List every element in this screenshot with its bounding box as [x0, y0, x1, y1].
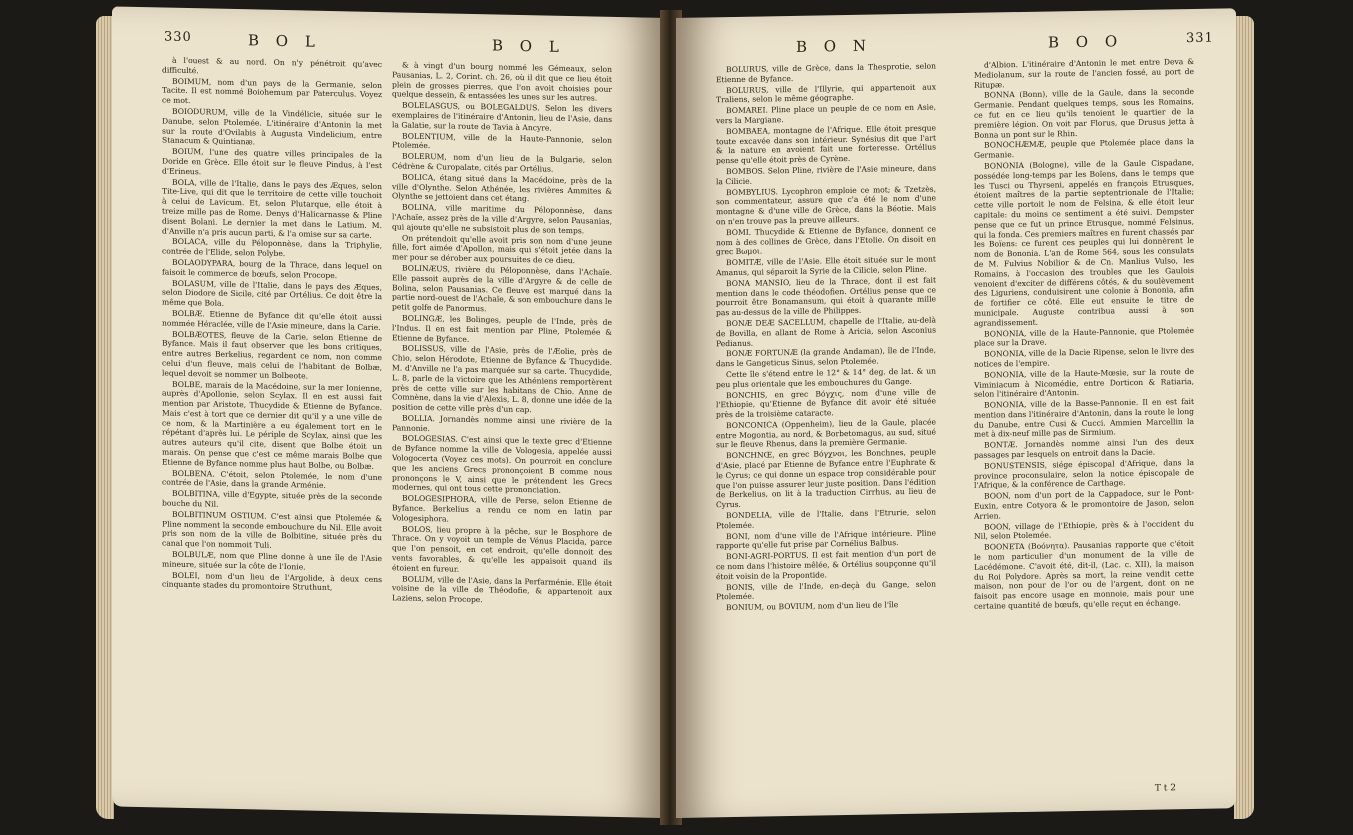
left-page-number: 330	[164, 29, 192, 46]
dictionary-entry: BOLICA, étang situé dans la Macédoine, près de la ville d'Olynthe. Selon Athénée, les rivières Ammites & Olynthe se jettoient dans cet étang.	[392, 172, 612, 204]
right-page-number: 331	[1186, 30, 1214, 47]
dictionary-entry: BOMBAEA, montagne de l'Afrique. Elle étoit presque toute excavée dans son intérieur. Synésius dit que l'art & la nature en avoient fait une forteresse. Ortélius pense qu'elle étoit près de Cyrène.	[716, 123, 936, 166]
right-running-head-2: B O O	[1048, 32, 1124, 52]
dictionary-entry: & à vingt d'un bourg nommé les Gémeaux, selon Pausanias, L. 2, Corint. ch. 26, où il dit que ce lieu étoit plein de grosses pierres, que l'on avoit choisies pour quelque dessein, & entassées les unes sur les autres.	[392, 60, 612, 103]
dictionary-entry: BOLAODYPARA, bourg de la Thrace, dans lequel on faisoit le commerce de bœufs, selon Procope.	[162, 257, 382, 280]
dictionary-entry: BOLBE, marais de la Macédoine, sur la mer Ionienne, auprès d'Apollonie, selon Scylax. Il en est aussi fait mention par Aristote, Thucydide & Etienne de Byfance. Mais c'est à tort que ce dernier dit qu'il y a une ville de ce nom, & la Martinière a eu également tort en le répétant d'après lui. Le périple de Scylax, ainsi que les autres auteurs qu'il cite, disent que Bolbe étoit un marais. On pense que c'est ce même marais Bolbe que Etienne de Byfance nomme plus haut Bolbe, ou Bolbæ.	[162, 379, 382, 471]
dictionary-entry: BOLINÆUS, rivière du Péloponnèse, dans l'Achaïe. Elle passoit auprès de la ville d'Argyre & de celle de Bolina, selon Pausanias. Ce fleuve est marqué dans la partie nord-ouest de l'Achaïe, & son embouchure dans le petit golfe de Panormus.	[392, 263, 612, 314]
dictionary-entry: d'Albion. L'itinéraire d'Antonin le met entre Deva & Mediolanum, sur la route de l'ancien fossé, au port de Ritupæ.	[974, 56, 1194, 90]
dictionary-entry: BOLEI, nom d'un lieu de l'Argolide, à deux cens cinquante stades du promontoire Struthunt,	[162, 570, 382, 593]
dictionary-entry: BOLBULÆ, nom que Pline donne à une île de l'Asie mineure, située sur la côte de l'Ionie.	[162, 549, 382, 572]
dictionary-entry: BONNA (Bonn), ville de la Gaule, dans la seconde Germanie. Pendant quelques temps, sous les Romains, ce fut en ce lieu qu'ils tenoient le quartier de la première légion. On voit par Florus, que Drusus jetta à Bonna un pont sur le Rhin.	[974, 87, 1194, 140]
dictionary-entry: BOIODURUM, ville de la Vindélicie, située sur le Danube, selon Ptolemée. L'itinéraire d'Antonin la met sur la route d'Ovilabis à Augusta Vindelicium, entre Stanacum & Quintianæ.	[162, 106, 382, 147]
dictionary-entry: BOLACA, ville du Péloponnèse, dans la Triphylie, contrée de l'Elide, selon Polybe.	[162, 237, 382, 259]
left-running-head-1: B O L	[248, 31, 321, 51]
dictionary-entry: BONCHIS, en grec Βόγχις, nom d'une ville de l'Ethiopie, qu'Etienne de Byfance dit avoir été située près de la troisième cataracte.	[716, 386, 936, 420]
dictionary-entry: BOLLIA. Jornandès nomme ainsi une rivière de la Pannonie.	[392, 413, 612, 433]
dictionary-entry: BONOCHÆMÆ, peuple que Ptolemée place dans la Germanie.	[974, 137, 1194, 160]
left-column-2	[392, 60, 612, 795]
dictionary-entry: BONONIA, ville de la Haute-Pannonie, que Ptolemée place sur la Drave.	[974, 325, 1194, 349]
dictionary-entry: BONONIA, ville de la Haute-Mœsie, sur la route de Viminiacum à Nicomédie, entre Dorticon & Ratiaria, selon l'itinéraire d'Antonin.	[974, 366, 1194, 400]
dictionary-entry: BOMBOS. Selon Pline, rivière de l'Asie mineure, dans la Cilicie.	[716, 163, 936, 187]
left-column-1	[162, 55, 382, 790]
dictionary-entry: BONIS, ville de l'Inde, en-deçà du Gange, selon Ptolemée.	[716, 579, 936, 602]
dictionary-entry: BOLINGÆ, les Bolinges, peuple de l'Inde, près de l'Indus. Il en est fait mention par Pline, Ptolemée & Etienne de Byfance.	[392, 313, 612, 344]
dictionary-entry: BOLISSUS, ville de l'Asie, près de l'Æolie, près de Chio, selon Hérodote, Etienne de Byfance & Thucydide. M. d'Anville ne l'a pas marquée sur sa carte. Thucydide, L. 8, parle de la victoire que les Athéniens remportèrent près de cette ville sur les habitans de Chio. Anne de Comnène, dans la vie d'Alexis, L. 8, donne une idée de la position de cette ville près d'un cap.	[392, 343, 612, 415]
dictionary-entry: BOLUM, ville de l'Asie, dans la Perfarménie. Elle étoit voisine de la ville de Théodofie, & appartenoit aux Laziens, selon Procope.	[392, 574, 612, 605]
dictionary-entry: BONA MANSIO, lieu de la Thrace, dont il est fait mention dans le code théodofien. Ortélius pense que ce pourroit être Bonamansum, qui étoit à quarante mille pas au-dessus de la ville de Philippes.	[716, 275, 936, 318]
dictionary-entry: Cette île s'étend entre le 12° & 14° deg. de lat. & un peu plus orientale que les embouchures du Gange.	[716, 366, 936, 390]
dictionary-entry: à l'ouest & au nord. On n'y pénétroit qu'avec difficulté.	[162, 55, 382, 76]
dictionary-entry: BONONIA, ville de la Dacie Ripense, selon le livre des notices de l'empire.	[974, 346, 1194, 369]
dictionary-entry: BOLERUM, nom d'un lieu de la Bulgarie, selon Cédrène & Curopalate, cités par Ortélius.	[392, 151, 612, 174]
dictionary-entry: BOLBITINA, ville d'Egypte, située près de la seconde bouche du Nil.	[162, 488, 382, 509]
right-page-edges	[1234, 16, 1254, 819]
dictionary-entry: BONONIA (Bologne), ville de la Gaule Cispadane, possédée long-temps par les Boïens, dans le temps que les Tusci ou Thyrseni, appelés en françois Etrusques, étoient maîtres de la partie septentrionale de l'Italie; cette ville portoit le nom de Felsina, & elle étoit leur capitale: du moins ce sentiment a été suivi. Dempster pense que ce fut un prince Etrusque, nommé Felsinus, qui la fonda. Ces premiers maîtres en furent chassés par les Boïens: ce furent ces peuples qui lui donnèrent le nom de Bononia. L'an de Rome 564, sous les consulats de M. Fulvius Nobilior & de Cn. Manlius Vulso, les Romains, à l'occasion des troubles que les Gaulois venoient d'exciter de différens côtés, & du soulèvement des Liguriens, conduisirent une colonie à Bononia, afin de fortifier ce côté. Elle eut ensuite le titre de municipale. Auguste contribua aussi à son agrandissement.	[974, 157, 1194, 328]
dictionary-entry: On prétendoit qu'elle avoit pris son nom d'une jeune fille, fort aimée d'Apollon, mais qui s'étoit jetée dans la mer pour se dérober aux poursuites de ce dieu.	[392, 233, 612, 266]
left-page	[112, 6, 664, 818]
dictionary-entry: BOIUM, l'une des quatre villes principales de la Doride en Grèce. Elle étoit sur le fleuve Pindus, à l'est d'Erineus.	[162, 146, 382, 177]
dictionary-entry: BOLINA, ville maritime du Péloponnèse, dans l'Achaïe, assez près de la ville d'Argyre, selon Pausanias, qui ajoute qu'elle ne subsistoit plus de son temps.	[392, 202, 612, 236]
dictionary-entry: BOON, village de l'Ethiopie, près & à l'occident du Nil, selon Ptolemée.	[974, 518, 1194, 542]
dictionary-entry: BONI, nom d'une ville de l'Afrique intérieure. Pline rapporte qu'elle fut prise par Cornélius Balbus.	[716, 528, 936, 551]
dictionary-entry: BOMBYLIUS. Lycophron emploie ce mot; & Tzetzès, son commentateur, assure que c'a été le nom d'une montagne & d'une ville de Grèce, dans la Béotie. Mais on n'en trouve pas la preuve ailleurs.	[716, 184, 936, 227]
dictionary-entry: BONCONICA (Oppenheim), lieu de la Gaule, placée entre Mogontia, au nord, & Borbetomagus, au sud, situé sur le fleuve Rhenus, dans la première Germanie.	[716, 417, 936, 450]
dictionary-entry: BOON, nom d'un port de la Cappadoce, sur le Pont-Euxin, entre Cotyora & le promontoire de Jason, selon Arrien.	[974, 488, 1194, 521]
dictionary-entry: BONUSTENSIS, siége épiscopal d'Afrique, dans la province proconsulaire, selon la notice épiscopale de l'Afrique, & la conférence de Carthage.	[974, 457, 1194, 491]
dictionary-entry: BOLBÆ. Etienne de Byfance dit qu'elle étoit aussi nommée Héraclée, ville de l'Asie mineure, dans la Carie.	[162, 308, 382, 332]
dictionary-entry: BOLURUS, ville de l'Illyrie, qui appartenoit aux Traliens, selon le même géographe.	[716, 82, 936, 105]
dictionary-entry: BOMI. Thucydide & Etienne de Byfance, donnent ce nom à des collines de Grèce, dans l'Etolie. On disoit en grec Βωμοι.	[716, 224, 936, 257]
dictionary-entry: BONCHNŒ, en grec Βόγχνοι, les Bonchnes, peuple d'Asie, placé par Etienne de Byfance entre l'Euphrate & le Cyrus; ce qui donne un espace trop considérable pour que l'on puisse assurer leur juste position. Dans l'édition de Berkelius, on lit à la traduction Cirrhus, au lieu de Cyrus.	[716, 447, 936, 510]
dictionary-entry: BONTÆ. Jornandès nomme ainsi l'un des deux passages par lesquels on entroit dans la Dacie.	[974, 437, 1194, 460]
right-column-1	[716, 61, 936, 795]
dictionary-entry: BOLBENA. C'étoit, selon Ptolemée, le nom d'une contrée de l'Asie, dans la grande Arménie.	[162, 468, 382, 491]
dictionary-entry: BOIMUM, nom d'un pays de la Germanie, selon Tacite. Il est nommé Boiohemum par Paterculus. Voyez ce mot.	[162, 76, 382, 106]
dictionary-entry: BONONIA, ville de la Basse-Pannonie. Il en est fait mention dans l'itinéraire d'Antonin, dans la route le long du Danube, entre Cusi & Cucci. Ammien Marcellin la met à dix-neuf mille pas de Sirmium.	[974, 397, 1194, 440]
right-running-head-1: B O N	[796, 36, 872, 56]
dictionary-entry: BONÆ FORTUNÆ (la grande Andaman), île de l'Inde, dans le Gangeticus Sinus, selon Ptolemée.	[716, 345, 936, 369]
right-page	[676, 8, 1236, 818]
dictionary-entry: BONÆ DEÆ SACELLUM, chapelle de l'Italie, au-delà de Bovilla, en allant de Rome à Aricia, selon Asconius Pedianus.	[716, 315, 936, 348]
right-running-header	[676, 30, 1236, 60]
dictionary-entry: BOMITÆ, ville de l'Asie. Elle étoit située sur le mont Amanus, qui séparoit la Syrie de la Cilicie, selon Pline.	[716, 254, 936, 278]
dictionary-entry: BOLOGESIPHORA, ville de Perse, selon Etienne de Byfance. Berkelius a rendu ce nom en latin par Vologesiphora.	[392, 493, 612, 524]
dictionary-entry: BOLA, ville de l'Italie, dans le pays des Æques, selon Tite-Live, qui dit que le territoire de cette ville touchoit à celui de Lavicum. Et, selon Plutarque, elle étoit à treize mille pas de Rome. Denys d'Halicarnasse & Pline disent Bolani. Le dernier la met dans le Latium. M. d'Anville n'a pris aucun parti, & l'a omise sur sa carte.	[162, 177, 382, 240]
dictionary-entry: BONIUM, ou BOVIUM, nom d'un lieu de l'île	[726, 600, 899, 613]
dictionary-entry: BOLASUM, ville de l'Italie, dans le pays des Æques, selon Diodore de Sicile, cité par Ortélius. Ce doit être la même que Bola.	[162, 278, 382, 308]
left-running-head-2: B O L	[492, 36, 565, 56]
right-column-2	[974, 56, 1194, 794]
dictionary-entry: BOMAREI. Pline place un peuple de ce nom en Asie, vers la Margiane.	[716, 102, 936, 126]
dictionary-entry: BOLOS, lieu propre à la pêche, sur le Bosphore de Thrace. On y voyoit un temple de Vénus Placida, parce que l'on pensoit, en cet endroit, qu'elle donnoit des vents favorables, & qu'elle les appaisoit quand ils étoient en fureur.	[392, 524, 612, 574]
dictionary-entry: BOLBÆOTES, fleuve de la Carie, selon Etienne de Byfance. Mais il faut observer que les bons critiques, entre autres Berkelius, regardent ce nom, non comme celui d'un fleuve, mais celui de l'habitant de Bolbæ, lequel devoit se nommer un Bolbeote.	[162, 329, 382, 381]
dictionary-entry: BOLURUS, ville de Grèce, dans la Thesprotie, selon Etienne de Byfance.	[716, 61, 936, 85]
dictionary-entry: BOLBITINUM OSTIUM. C'est ainsi que Ptolemée & Pline nomment la seconde embouchure du Nil. Elle avoit pris son nom de la ville de Bolbitine, située près du canal que l'on nommoit Tuli.	[162, 509, 382, 551]
dictionary-entry: BONDELIA, ville de l'Italie, dans l'Etrurie, selon Ptolemée.	[716, 507, 936, 531]
dictionary-entry: BOLENTIUM, ville de la Haute-Pannonie, selon Ptolemée.	[392, 131, 612, 151]
dictionary-entry: BONI-AGRI-PORTUS. Il est fait mention d'un port de ce nom dans l'histoire mêlée, & Ortélius soupçonne qu'il étoit voisin de la Propontide.	[716, 548, 936, 582]
signature-mark: T t 2	[1154, 783, 1176, 794]
dictionary-entry: BOLELASGUS, ou BOLEGALDUS. Selon les divers exemplaires de l'itinéraire d'Antonin, lieu de l'Asie, dans la Galatie, sur la route de Tavia à Ancyre.	[392, 100, 612, 133]
dictionary-entry: BOLOGESIAS. C'est ainsi que le texte grec d'Etienne de Byfance nomme la ville de Vologesia, appelée aussi Vologocerta (Voyez ces mots). On pourroit en conclure que les anciens Grecs prononçoient B comme nous prononçons le V, ainsi que le prétendent les Grecs modernes, qui ont tous cette prononciation.	[392, 433, 612, 496]
dictionary-entry: BOONETA (Βοόνητα). Pausanias rapporte que c'étoit le nom particulier d'un monument de la ville de Lacédémone. C'avoit été, dit-il, (Lac. c. XII), la maison du Roi Polydore. Après sa mort, la reine vendit cette maison, non pour de l'or ou de l'argent, dont on ne faisoit pas encore usage en monnoie, mais pour une certaine quantité de bœufs, qu'elle reçut en échange.	[974, 539, 1194, 611]
